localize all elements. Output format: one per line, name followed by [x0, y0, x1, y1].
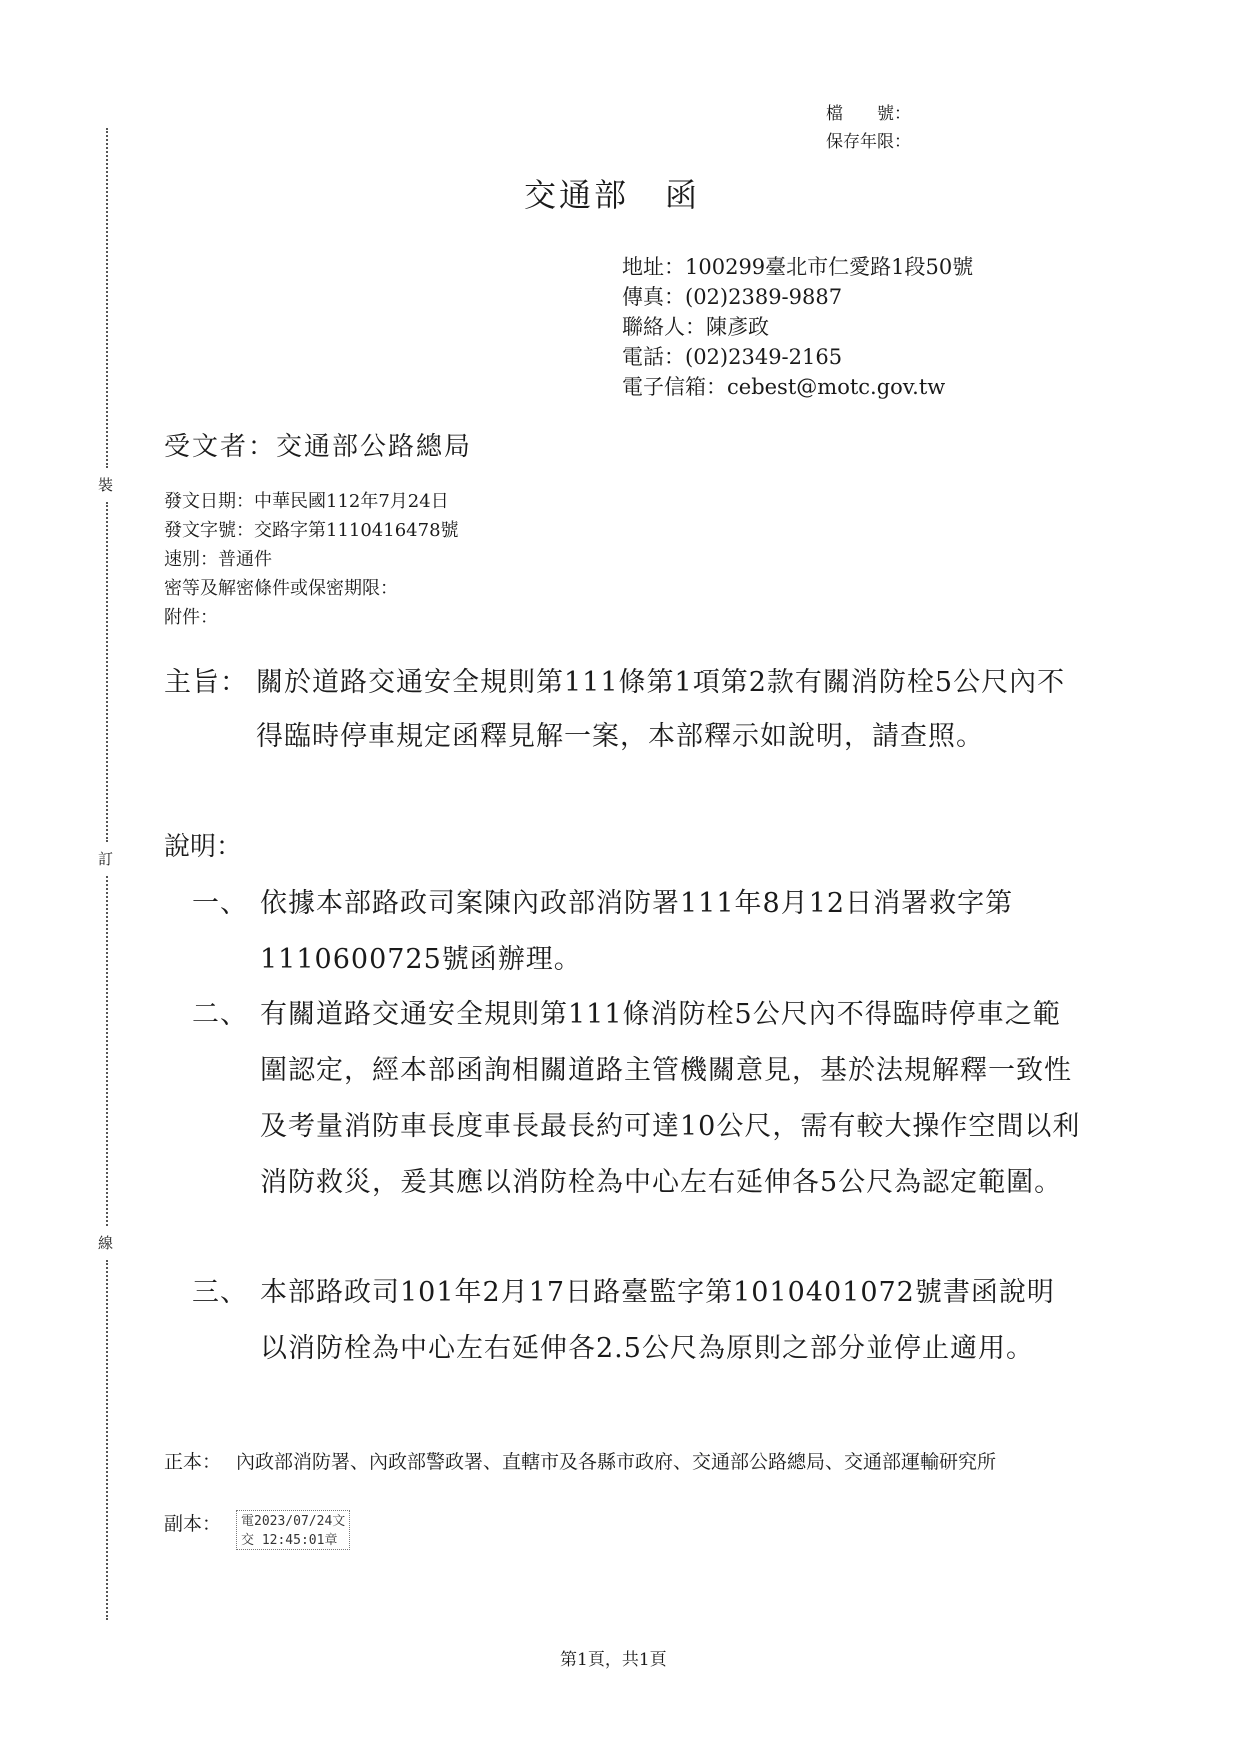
binding-dotted-line: [106, 128, 108, 468]
issue-number: 發文字號：交路字第1110416478號: [164, 520, 459, 541]
stamp-line-1: 電2023/07/24文: [241, 1514, 346, 1529]
email: 電子信箱：cebest@motc.gov.tw: [622, 375, 946, 399]
copy-label: 副本：: [164, 1513, 222, 1535]
issue-meta: [164, 487, 459, 632]
explanation-label: 說明：: [164, 832, 243, 862]
page-number: 第1頁，共1頁: [560, 1650, 667, 1670]
item-number: 二、: [192, 999, 248, 1030]
classification: 密等及解密條件或保密期限：: [164, 578, 398, 599]
binding-char-ding: 訂: [98, 850, 114, 868]
original-recipients: 內政部消防署、內政部警政署、直轄市及各縣市政府、交通部公路總局、交通部運輸研究所: [236, 1451, 997, 1473]
binding-dotted-line: [106, 1260, 108, 1620]
retention-label: 保存年限：: [826, 132, 911, 152]
electronic-stamp: [236, 1510, 350, 1550]
attachment: 附件：: [164, 607, 218, 628]
item-text: 依據本部路政司案陳內政部消防署111年8月12日消署救字第1110600725號函辦理。: [260, 888, 1014, 975]
fax: 傳真：(02)2389-9887: [622, 285, 843, 309]
item-text: 本部路政司101年2月17日路臺監字第1010401072號書函說明以消防栓為中心左右延伸各2.5公尺為原則之部分並停止適用。: [260, 1277, 1055, 1364]
agency-name: 交通部: [524, 176, 630, 214]
recipient: 受文者：交通部公路總局: [164, 432, 473, 462]
item-number: 一、: [192, 888, 248, 919]
binding-dotted-line: [106, 876, 108, 1226]
contact-block: [622, 252, 973, 402]
contact-person: 聯絡人：陳彥政: [622, 315, 769, 339]
document-title: [524, 170, 700, 216]
archive-info: [826, 100, 911, 156]
phone: 電話：(02)2349-2165: [622, 345, 843, 369]
binding-dotted-line: [106, 502, 108, 842]
item-text: 有關道路交通安全規則第111條消防栓5公尺內不得臨時停車之範圍認定，經本部函詢相關道路主管機關意見，基於法規解釋一致性及考量消防車長度車長最長約可達10公尺，需有較大操作空間以利消防救災，爰其應以消防栓為中心左右延伸各5公尺為認定範圍。: [260, 999, 1081, 1198]
item-number: 三、: [192, 1277, 248, 1308]
binding-char-zhuang: 裝: [98, 476, 114, 494]
file-number-label: 檔 號：: [826, 104, 911, 124]
address: 地址：100299臺北市仁愛路1段50號: [622, 255, 974, 279]
original-label: 正本：: [164, 1451, 222, 1473]
subject-label: 主旨：: [164, 667, 248, 698]
speed-class: 速別：普通件: [164, 549, 272, 570]
issue-date: 發文日期：中華民國112年7月24日: [164, 491, 449, 512]
doc-type: 函: [665, 176, 701, 214]
stamp-line-2: 交 12:45:01章: [241, 1533, 338, 1548]
binding-char-xian: 線: [98, 1234, 114, 1252]
subject-text: 關於道路交通安全規則第111條第1項第2款有關消防栓5公尺內不得臨時停車規定函釋見解一案，本部釋示如說明，請查照。: [256, 667, 1066, 752]
